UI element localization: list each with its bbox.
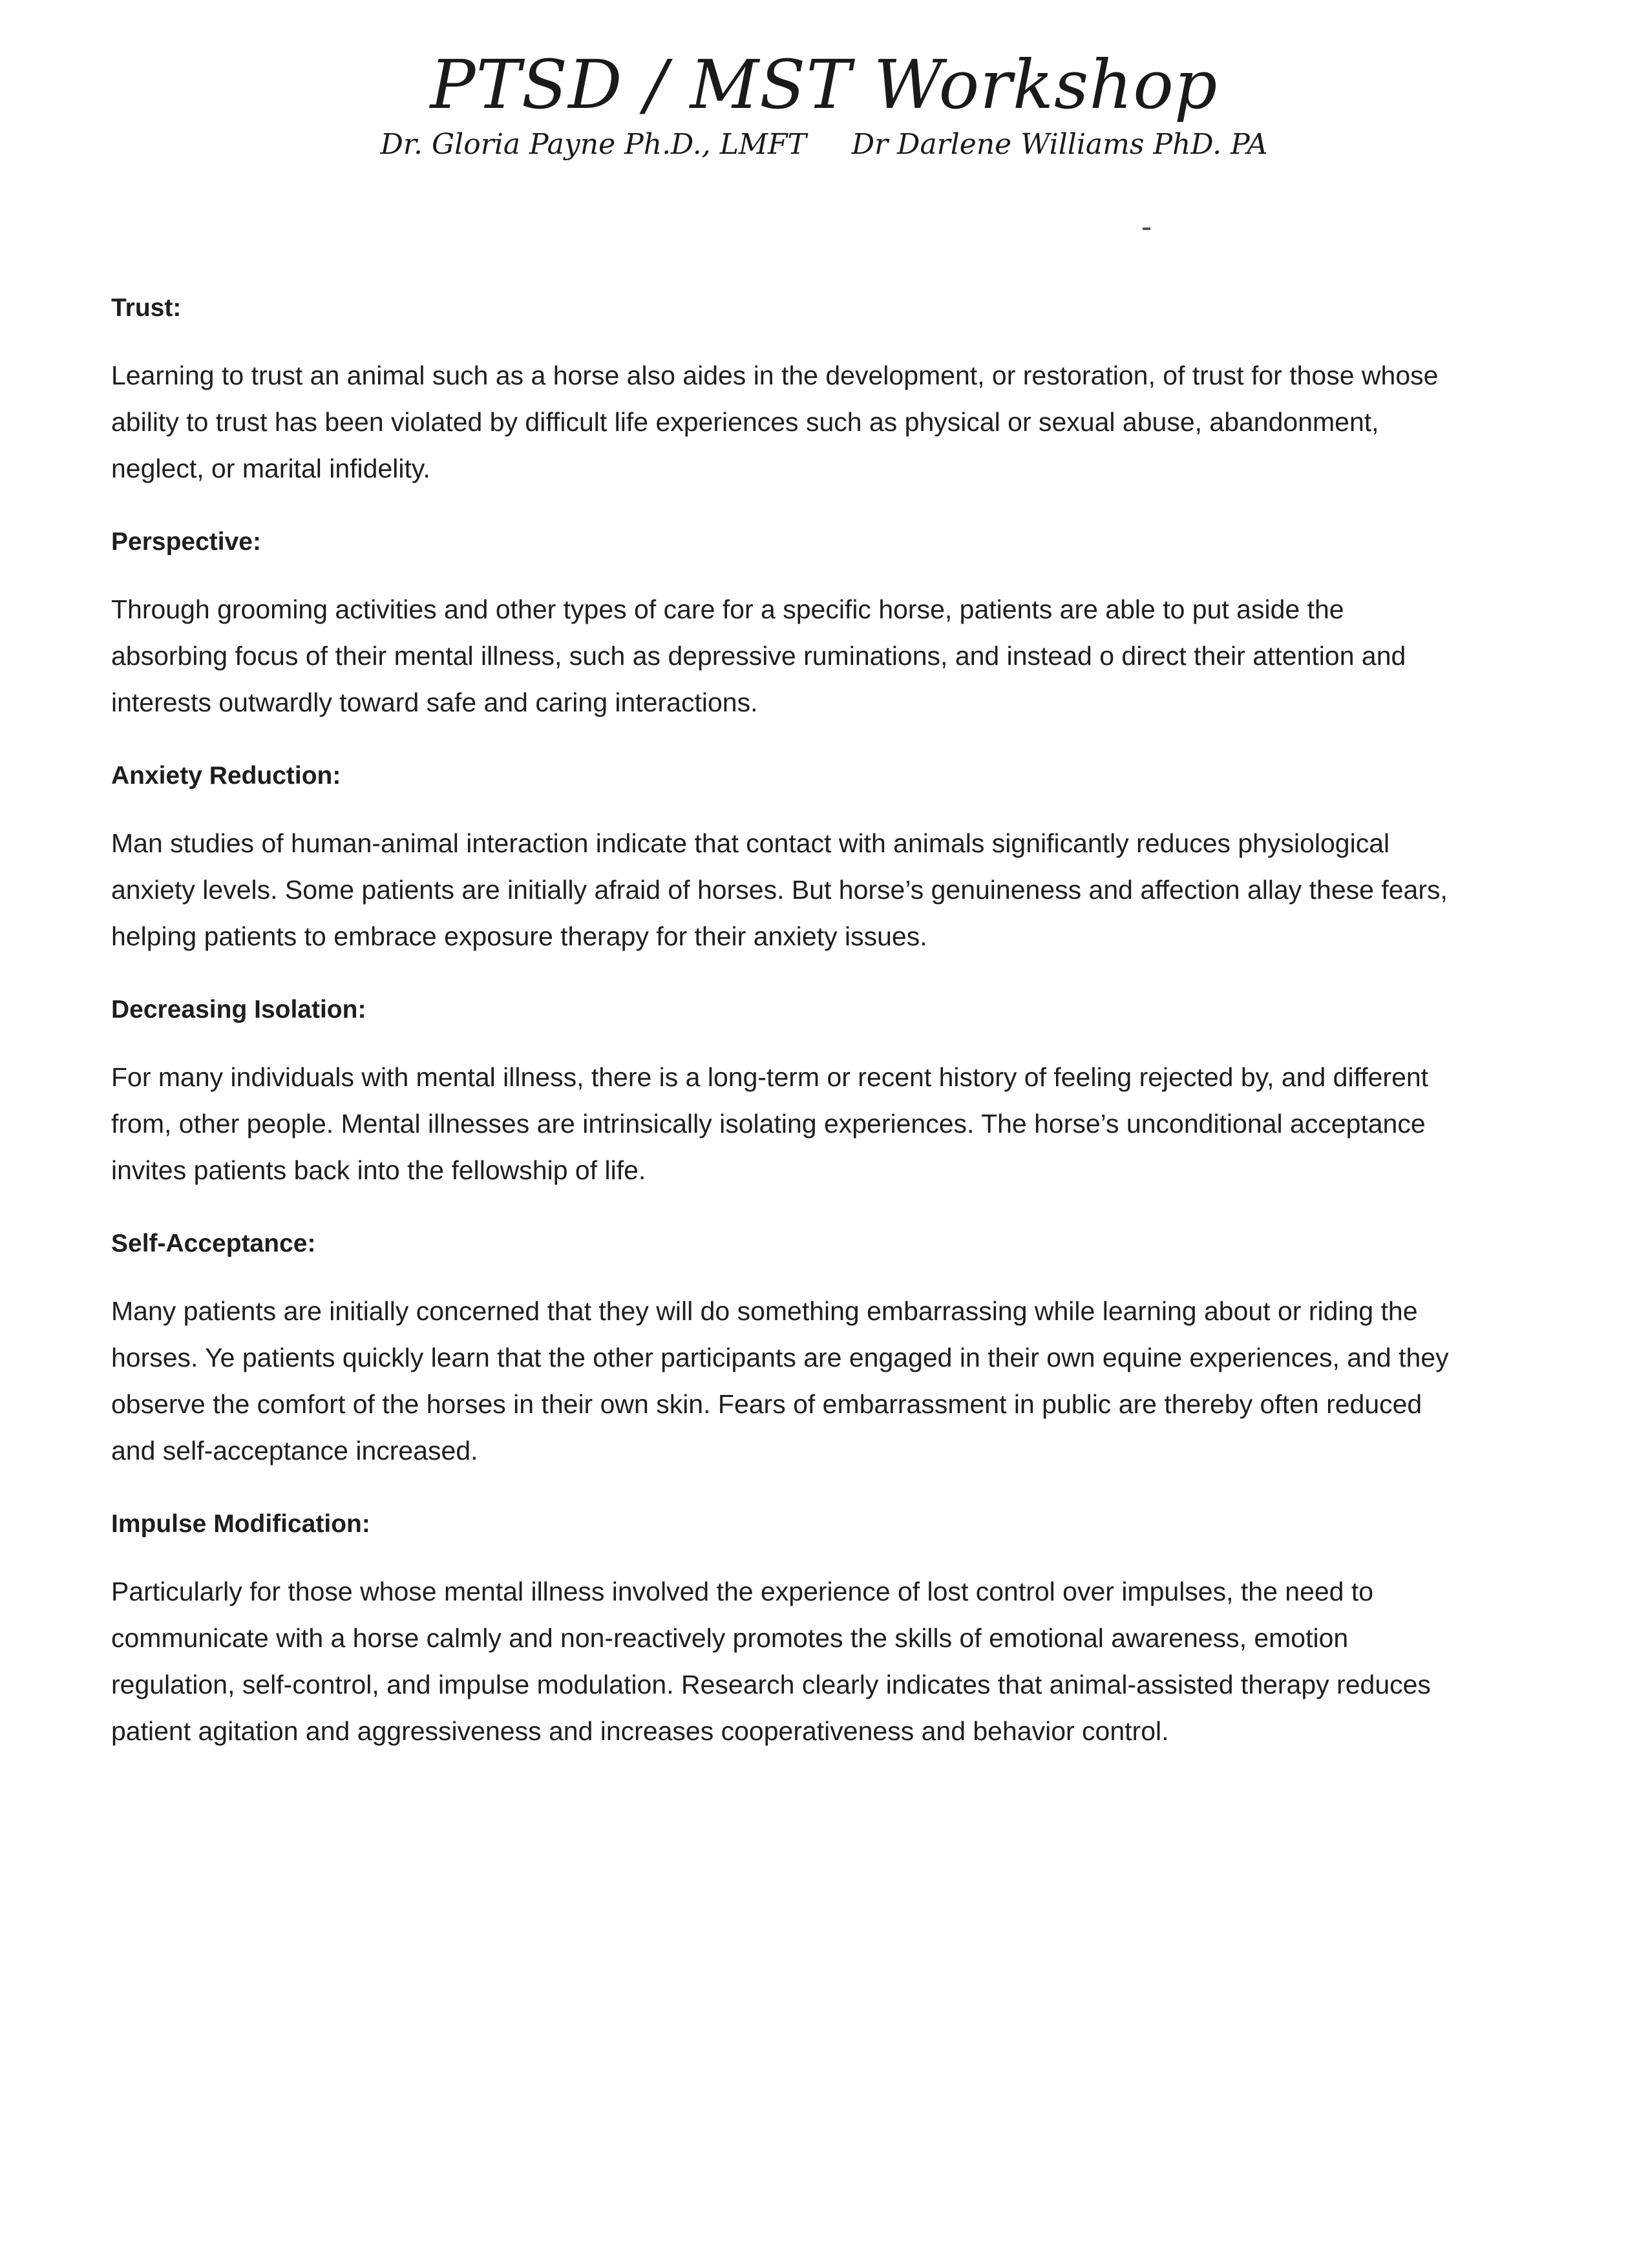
- section-body: For many individuals with mental illness, there is a long-term or recent history of feeling rejected by, and different from, other people. Mental illnesses are intrinsically isolating experiences. The horse’s unconditional acceptance invites patients back into the fellowship of life.: [111, 1062, 1429, 1185]
- document-title: PTSD / MST Workshop: [430, 45, 1218, 124]
- section-heading: Decreasing Isolation:: [111, 996, 366, 1024]
- section-body: Many patients are initially concerned that they will do something embarrassing while learning about or riding the horses. Ye patients quickly learn that the other participants are engaged in their own equine experiences, and they observe the comfort of the horses in their own skin. Fears of embarrassment in public are thereby often reduced and self-acceptance increased.: [111, 1296, 1449, 1465]
- section-heading: Anxiety Reduction:: [111, 762, 341, 790]
- section-body: Particularly for those whose mental illness involved the experience of lost control over impulses, the need to communicate with a horse calmly and non-reactively promotes the skills of emotional awareness, emotion regulation, self-control, and impulse modulation. Research clearly indicates that animal-assisted therapy reduces patient agitation and aggressiveness and increases cooperativeness and behavior control.: [111, 1577, 1431, 1746]
- section-heading: Trust:: [111, 294, 182, 322]
- section-heading: Impulse Modification:: [111, 1510, 370, 1538]
- document-body: [111, 294, 1462, 1790]
- section-perspective: [111, 528, 1462, 726]
- section-body: Through grooming activities and other types of care for a specific horse, patients are able to put aside the absorbing focus of their mental illness, such as depressive ruminations, and instead o direct their attention and interests outwardly toward safe and caring interactions.: [111, 594, 1406, 717]
- section-body: Learning to trust an animal such as a horse also aides in the development, or restoration, of trust for those whose ability to trust has been violated by difficult life experiences such as physical or sexual abuse, abandonment, neglect, or marital infidelity.: [111, 361, 1439, 483]
- section-trust: [111, 294, 1462, 492]
- section-decreasing-isolation: [111, 996, 1462, 1193]
- author-2: Dr Darlene Williams PhD. PA: [851, 128, 1268, 161]
- scan-speck: [1143, 227, 1150, 230]
- author-1: Dr. Gloria Payne Ph.D., LMFT: [380, 128, 807, 161]
- section-impulse-modification: [111, 1510, 1462, 1754]
- section-heading: Perspective:: [111, 528, 261, 556]
- section-self-acceptance: [111, 1230, 1462, 1474]
- author-line: [0, 128, 1648, 161]
- section-anxiety-reduction: [111, 762, 1462, 960]
- section-heading: Self-Acceptance:: [111, 1230, 316, 1257]
- section-body: Man studies of human-animal interaction indicate that contact with animals significantly reduces physiological anxiety levels. Some patients are initially afraid of horses. But horse’s genuineness and affection allay these fears, helping patients to embrace exposure therapy for their anxiety issues.: [111, 828, 1448, 951]
